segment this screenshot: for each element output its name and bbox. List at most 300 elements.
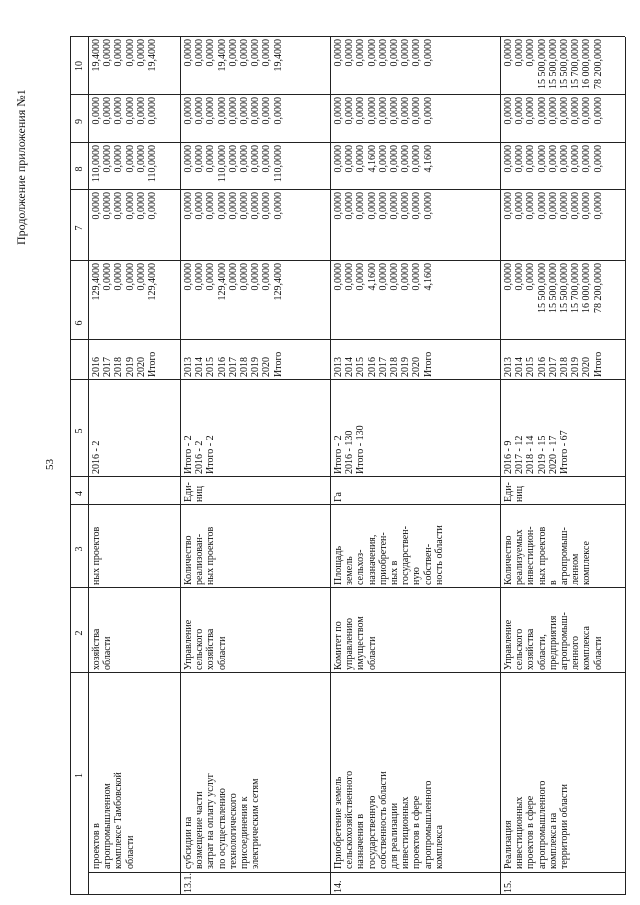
executor-line: Управление	[503, 619, 514, 670]
extrabudget-funding-line: 0,0000	[525, 39, 537, 67]
executor-line: сельского	[514, 628, 526, 670]
executor-line: области	[102, 636, 114, 670]
regional-funding-line: 0,0000	[503, 145, 514, 173]
regional-funding	[503, 145, 604, 189]
local-funding-line: 0,0000	[592, 97, 604, 125]
total-funding-line: 129,4000	[216, 263, 228, 301]
column-divider-11	[70, 36, 625, 37]
local-funding-line: 0,0000	[536, 97, 548, 125]
total-funding	[503, 263, 604, 339]
total-funding-line: 16 000,0000	[581, 263, 593, 313]
extrabudget-funding-line: 0,0000	[355, 39, 367, 67]
regional-funding-line: 0,0000	[536, 145, 548, 173]
measure-name	[183, 773, 261, 869]
total-funding-line: 0,0000	[183, 263, 194, 291]
federal-funding	[503, 192, 604, 260]
local-funding-line: 0,0000	[503, 97, 514, 125]
year-line: 2017	[102, 357, 114, 377]
column-divider-4	[70, 476, 625, 477]
regional-funding-line: 0,0000	[581, 145, 593, 173]
federal-funding-line: 0,0000	[389, 192, 401, 220]
measure-name-line: инвестиционных	[514, 796, 526, 869]
indicator-line: государствен-	[400, 526, 412, 585]
indicator-line: Площадь	[333, 546, 344, 585]
row-number: 13.1.	[183, 873, 194, 893]
year-line: 2016	[536, 357, 548, 377]
unit-line: Еди-	[503, 482, 514, 502]
regional-funding-line: 0,0000	[559, 145, 571, 173]
local-funding	[333, 97, 434, 142]
target-value-line: Итого - 2	[205, 435, 217, 474]
target-value	[91, 441, 102, 474]
executor-line: сельского	[194, 628, 206, 670]
column-divider-7	[70, 260, 625, 261]
extrabudget-funding-line: 0,0000	[422, 39, 434, 67]
total-funding-line: 0,0000	[239, 263, 251, 291]
federal-funding-line: 0,0000	[377, 192, 389, 220]
regional-funding-line: 0,0000	[250, 145, 262, 173]
measure-name	[91, 772, 136, 869]
measure-name-line: сельскохозяйственного	[344, 770, 356, 869]
federal-funding-line: 0,0000	[411, 192, 423, 220]
column-header: 4	[74, 491, 85, 496]
regional-funding-line: 4,1600	[366, 145, 378, 173]
extrabudget-funding	[91, 39, 158, 94]
indicator-line: назначения,	[366, 534, 378, 585]
target-value	[333, 425, 367, 474]
extrabudget-funding-line: 78 200,0000	[592, 39, 604, 89]
measure-name	[503, 781, 570, 869]
total-funding	[91, 263, 158, 339]
column-divider-3	[70, 504, 625, 505]
extrabudget-funding-line: 0,0000	[389, 39, 401, 67]
measure-name-line: Реализация	[503, 820, 514, 869]
column-divider-2	[70, 587, 625, 588]
extrabudget-funding-line: 0,0000	[135, 39, 147, 67]
indicator-line: ную	[411, 567, 423, 585]
regional-funding-line: 0,0000	[514, 145, 526, 173]
indicator-line: ных в	[389, 560, 401, 585]
local-funding-line: 0,0000	[366, 97, 378, 125]
year-line: 2019	[570, 357, 582, 377]
extrabudget-funding-line: 19,4000	[272, 39, 284, 72]
column-divider-9	[70, 142, 625, 143]
regional-funding-line: 0,0000	[261, 145, 273, 173]
local-funding-line: 0,0000	[194, 97, 206, 125]
regional-funding-line: 0,0000	[183, 145, 194, 173]
measure-name-line: агропромышленного	[536, 780, 548, 869]
extrabudget-funding-line: 0,0000	[227, 39, 239, 67]
extrabudget-funding-line: 19,4000	[216, 39, 228, 72]
table-bottom-border	[625, 37, 626, 895]
year-line: 2014	[194, 357, 206, 377]
federal-funding-line: 0,0000	[194, 192, 206, 220]
total-funding-line: 0,0000	[135, 263, 147, 291]
extrabudget-funding	[333, 39, 434, 94]
executor-line: ленного	[570, 636, 582, 670]
row-divider-1	[330, 37, 331, 895]
year-line: 2017	[377, 357, 389, 377]
row-divider-2	[500, 37, 501, 895]
federal-funding-line: 0,0000	[536, 192, 548, 220]
year-line: 2016	[91, 357, 102, 377]
extrabudget-funding-line: 15 500,0000	[547, 39, 559, 89]
column-header: 1	[74, 773, 85, 778]
local-funding-line: 0,0000	[559, 97, 571, 125]
column-header: 2	[74, 630, 85, 636]
target-value-line: 2016 - 2	[91, 440, 102, 474]
column-divider-10	[70, 94, 625, 95]
total-funding-line: 0,0000	[525, 263, 537, 291]
executor-line: управлению	[344, 618, 356, 670]
executor-line: области	[216, 636, 228, 670]
federal-funding-line: 0,0000	[514, 192, 526, 220]
column-divider-6	[70, 339, 625, 340]
year-line: Итого	[147, 351, 159, 377]
local-funding-line: 0,0000	[250, 97, 262, 125]
target-value-line: 2016 - 9	[503, 440, 514, 474]
row-divider-0	[180, 37, 181, 895]
measure-name-line: субсидии на	[183, 816, 194, 869]
total-funding-line: 15 500,0000	[536, 263, 548, 313]
measure-name	[333, 771, 445, 869]
measure-name-line: инвестиционных	[400, 796, 412, 869]
year-line: 2013	[333, 357, 344, 377]
indicator-line: ных проектов	[205, 526, 217, 585]
extrabudget-funding-line: 15 500,0000	[536, 39, 548, 89]
year-line: 2014	[514, 357, 526, 377]
year	[183, 352, 284, 377]
extrabudget-funding-line: 0,0000	[102, 39, 114, 67]
regional-funding-line: 0,0000	[102, 145, 114, 173]
indicator-line: Количество	[503, 535, 514, 585]
executor-line: агропромыш-	[559, 612, 571, 670]
unit	[183, 482, 205, 502]
extrabudget-funding-line: 0,0000	[205, 39, 217, 67]
regional-funding-line: 0,0000	[239, 145, 251, 173]
total-funding	[183, 263, 284, 339]
year-line: 2014	[344, 357, 356, 377]
total-funding-line: 15 700,0000	[570, 263, 582, 313]
row-number: 15.	[503, 880, 514, 893]
column-header: 10	[74, 61, 85, 71]
federal-funding	[333, 192, 434, 260]
measure-name-line: агропромышленного	[422, 780, 434, 869]
year-line: 2017	[227, 357, 239, 377]
indicator-line: реализуемых	[514, 529, 526, 585]
local-funding-line: 0,0000	[227, 97, 239, 125]
year-line: Итого	[272, 351, 284, 377]
year-line: 2016	[366, 357, 378, 377]
regional-funding-line: 110,0000	[216, 145, 228, 183]
unit	[503, 482, 525, 502]
local-funding-line: 0,0000	[411, 97, 423, 125]
measure-name-line: проектов в сфере	[411, 795, 423, 869]
column-divider-0	[70, 894, 625, 895]
local-funding-line: 0,0000	[205, 97, 217, 125]
local-funding-line: 0,0000	[422, 97, 434, 125]
year-line: 2013	[503, 357, 514, 377]
year-line: 2020	[261, 357, 273, 377]
indicator-line: агропромыш-	[559, 527, 571, 585]
local-funding-line: 0,0000	[261, 97, 273, 125]
total-funding-line: 129,4000	[91, 263, 102, 301]
regional-funding-line: 110,0000	[147, 145, 159, 183]
federal-funding-line: 0,0000	[581, 192, 593, 220]
regional-funding	[183, 145, 284, 189]
local-funding-line: 0,0000	[344, 97, 356, 125]
total-funding-line: 0,0000	[411, 263, 423, 291]
unit-line: ниц	[514, 485, 526, 502]
target-value	[183, 435, 217, 474]
federal-funding-line: 0,0000	[503, 192, 514, 220]
measure-name-line: собственность области	[377, 771, 389, 869]
regional-funding-line: 0,0000	[227, 145, 239, 173]
federal-funding-line: 0,0000	[400, 192, 412, 220]
unit-line: Га	[333, 492, 344, 502]
regional-funding	[333, 145, 434, 189]
extrabudget-funding-line: 15 700,0000	[570, 39, 582, 89]
federal-funding-line: 0,0000	[183, 192, 194, 220]
federal-funding-line: 0,0000	[570, 192, 582, 220]
year-line: 2020	[135, 357, 147, 377]
year-line: Итого	[592, 351, 604, 377]
local-funding-line: 0,0000	[272, 97, 284, 125]
local-funding-line: 0,0000	[216, 97, 228, 125]
measure-name-line: комплекса	[433, 825, 445, 869]
year-line: 2015	[525, 357, 537, 377]
executor-line: комплекса	[581, 626, 593, 670]
row-number: 14.	[333, 880, 344, 893]
unit-line: Еди-	[183, 482, 194, 502]
target-value-line: 2019 - 15	[536, 435, 548, 474]
year	[333, 352, 434, 377]
target-value-line: Итого - 2	[183, 435, 194, 474]
federal-funding-line: 0,0000	[333, 192, 344, 220]
total-funding-line: 0,0000	[355, 263, 367, 291]
local-funding-line: 0,0000	[570, 97, 582, 125]
regional-funding-line: 0,0000	[194, 145, 206, 173]
appendix-title: Продолжение приложения №1	[14, 89, 28, 245]
extrabudget-funding-line: 15 500,0000	[559, 39, 571, 89]
year-line: 2016	[216, 357, 228, 377]
executor	[91, 629, 113, 670]
total-funding-line: 78 200,0000	[592, 263, 604, 313]
measure-name-line: области	[124, 835, 136, 869]
federal-funding-line: 0,0000	[227, 192, 239, 220]
total-funding-line: 0,0000	[503, 263, 514, 291]
indicator-line: ленном	[570, 553, 582, 585]
federal-funding-line: 0,0000	[261, 192, 273, 220]
extrabudget-funding-line: 0,0000	[366, 39, 378, 67]
total-funding-line: 0,0000	[333, 263, 344, 291]
measure-name-line: Приобретение земель	[333, 776, 344, 869]
regional-funding-line: 0,0000	[400, 145, 412, 173]
federal-funding-line: 0,0000	[592, 192, 604, 220]
target-value-line: 2017 - 12	[514, 435, 526, 474]
measure-name-line: по осуществлению	[216, 788, 228, 869]
year-line: 2018	[389, 357, 401, 377]
federal-funding-line: 0,0000	[250, 192, 262, 220]
year-line: 2018	[113, 357, 125, 377]
indicator-line: сельхоз-	[355, 549, 367, 585]
total-funding-line: 0,0000	[250, 263, 262, 291]
extrabudget-funding-line: 0,0000	[344, 39, 356, 67]
extrabudget-funding	[183, 39, 284, 94]
indicator-line: ных проектов	[536, 526, 548, 585]
executor-line: хозяйства	[205, 628, 217, 670]
target-value-line: 2016 - 130	[344, 430, 356, 474]
column-header: 7	[74, 225, 85, 231]
total-funding-line: 0,0000	[400, 263, 412, 291]
year-line: 2013	[183, 357, 194, 377]
column-header: 5	[74, 428, 85, 434]
data-table	[70, 15, 625, 895]
total-funding-line: 4,1600	[422, 263, 434, 291]
indicator-line: в	[547, 580, 559, 585]
total-funding-line: 0,0000	[514, 263, 526, 291]
local-funding-line: 0,0000	[389, 97, 401, 125]
executor	[183, 620, 228, 670]
measure-name-line: территории области	[559, 783, 571, 869]
regional-funding-line: 0,0000	[355, 145, 367, 173]
regional-funding-line: 0,0000	[592, 145, 604, 173]
indicator-line: собствен-	[422, 543, 434, 585]
measure-name-line: государственную	[366, 795, 378, 869]
federal-funding	[183, 192, 284, 260]
indicator-line: Количество	[183, 535, 194, 585]
measure-name-line: комплекса на	[547, 812, 559, 869]
executor-line: хозяйства	[525, 628, 537, 670]
local-funding-line: 0,0000	[581, 97, 593, 125]
executor-line: Комитет по	[333, 621, 344, 670]
regional-funding-line: 110,0000	[91, 145, 102, 183]
year-line: Итого	[422, 351, 434, 377]
column-divider-8	[70, 189, 625, 190]
year	[91, 352, 158, 377]
extrabudget-funding-line: 0,0000	[250, 39, 262, 67]
regional-funding-line: 0,0000	[525, 145, 537, 173]
local-funding	[503, 97, 604, 142]
executor-line: области	[366, 636, 378, 670]
federal-funding-line: 0,0000	[205, 192, 217, 220]
regional-funding-line: 0,0000	[377, 145, 389, 173]
federal-funding-line: 0,0000	[547, 192, 559, 220]
regional-funding	[91, 145, 158, 189]
year-line: 2015	[355, 357, 367, 377]
indicator-line: земель	[344, 556, 356, 585]
measure-name-line: агропромышленном	[102, 783, 114, 869]
extrabudget-funding-line: 0,0000	[183, 39, 194, 67]
regional-funding-line: 4,1600	[422, 145, 434, 173]
federal-funding-line: 0,0000	[113, 192, 125, 220]
regional-funding-line: 0,0000	[124, 145, 136, 173]
total-funding-line: 0,0000	[344, 263, 356, 291]
extrabudget-funding-line: 19,4000	[91, 39, 102, 72]
regional-funding-line: 0,0000	[205, 145, 217, 173]
local-funding-line: 0,0000	[400, 97, 412, 125]
extrabudget-funding-line: 0,0000	[377, 39, 389, 67]
total-funding-line: 15 500,0000	[547, 263, 559, 313]
local-funding-line: 0,0000	[91, 97, 102, 125]
executor-line: предприятия	[547, 615, 559, 670]
extrabudget-funding-line: 16 000,0000	[581, 39, 593, 89]
executor-line: области,	[536, 634, 548, 670]
header-bottom-border	[88, 37, 89, 895]
local-funding-line: 0,0000	[239, 97, 251, 125]
unit	[333, 492, 344, 502]
year-line: 2019	[124, 357, 136, 377]
measure-name-line: назначения в	[355, 813, 367, 869]
target-value-line: 2020 - 17	[547, 435, 559, 474]
federal-funding-line: 0,0000	[344, 192, 356, 220]
local-funding	[183, 97, 284, 142]
measure-name-line: возмещение части	[194, 791, 206, 869]
total-funding-line: 0,0000	[194, 263, 206, 291]
column-header: 9	[74, 119, 85, 124]
measure-name-line: присоединения к	[239, 796, 251, 869]
indicator	[333, 525, 445, 585]
regional-funding-line: 0,0000	[570, 145, 582, 173]
local-funding-line: 0,0000	[333, 97, 344, 125]
column-divider-5	[70, 379, 625, 380]
local-funding-line: 0,0000	[102, 97, 114, 125]
total-funding-line: 0,0000	[377, 263, 389, 291]
local-funding-line: 0,0000	[183, 97, 194, 125]
target-value	[503, 430, 570, 474]
local-funding-line: 0,0000	[135, 97, 147, 125]
regional-funding-line: 0,0000	[135, 145, 147, 173]
total-funding-line: 0,0000	[113, 263, 125, 291]
indicator-line: инвестицион-	[525, 526, 537, 585]
local-funding-line: 0,0000	[514, 97, 526, 125]
regional-funding-line: 0,0000	[411, 145, 423, 173]
regional-funding-line: 0,0000	[547, 145, 559, 173]
federal-funding-line: 0,0000	[559, 192, 571, 220]
total-funding-line: 0,0000	[205, 263, 217, 291]
federal-funding-line: 0,0000	[124, 192, 136, 220]
table-top-border	[70, 37, 71, 895]
federal-funding-line: 0,0000	[239, 192, 251, 220]
target-value-line: Итого - 67	[559, 430, 571, 474]
measure-name-line: проектов в	[91, 823, 102, 869]
extrabudget-funding-line: 0,0000	[411, 39, 423, 67]
executor	[333, 616, 378, 670]
year-line: 2020	[411, 357, 423, 377]
local-funding-line: 0,0000	[525, 97, 537, 125]
indicator-line: комплексе	[581, 541, 593, 585]
total-funding-line: 0,0000	[124, 263, 136, 291]
column-header: 6	[74, 320, 85, 326]
year-line: 2018	[559, 357, 571, 377]
target-value-line: Итого - 2	[333, 435, 344, 474]
column-divider-1	[70, 672, 625, 673]
measure-name-line: комплексе Тамбовской	[113, 772, 125, 869]
indicator-line: ных проектов	[91, 526, 102, 585]
local-funding-line: 0,0000	[377, 97, 389, 125]
local-funding-line: 0,0000	[355, 97, 367, 125]
local-funding	[91, 97, 158, 142]
federal-funding-line: 0,0000	[272, 192, 284, 220]
extrabudget-funding-line: 0,0000	[261, 39, 273, 67]
page-number: 53	[44, 459, 56, 470]
rotated-page	[8, 15, 628, 895]
unit-line: ниц	[194, 485, 206, 502]
executor-line: Управление	[183, 619, 194, 670]
total-funding-line: 15 500,0000	[559, 263, 571, 313]
regional-funding-line: 0,0000	[333, 145, 344, 173]
measure-name-line: для реализации	[389, 802, 401, 869]
